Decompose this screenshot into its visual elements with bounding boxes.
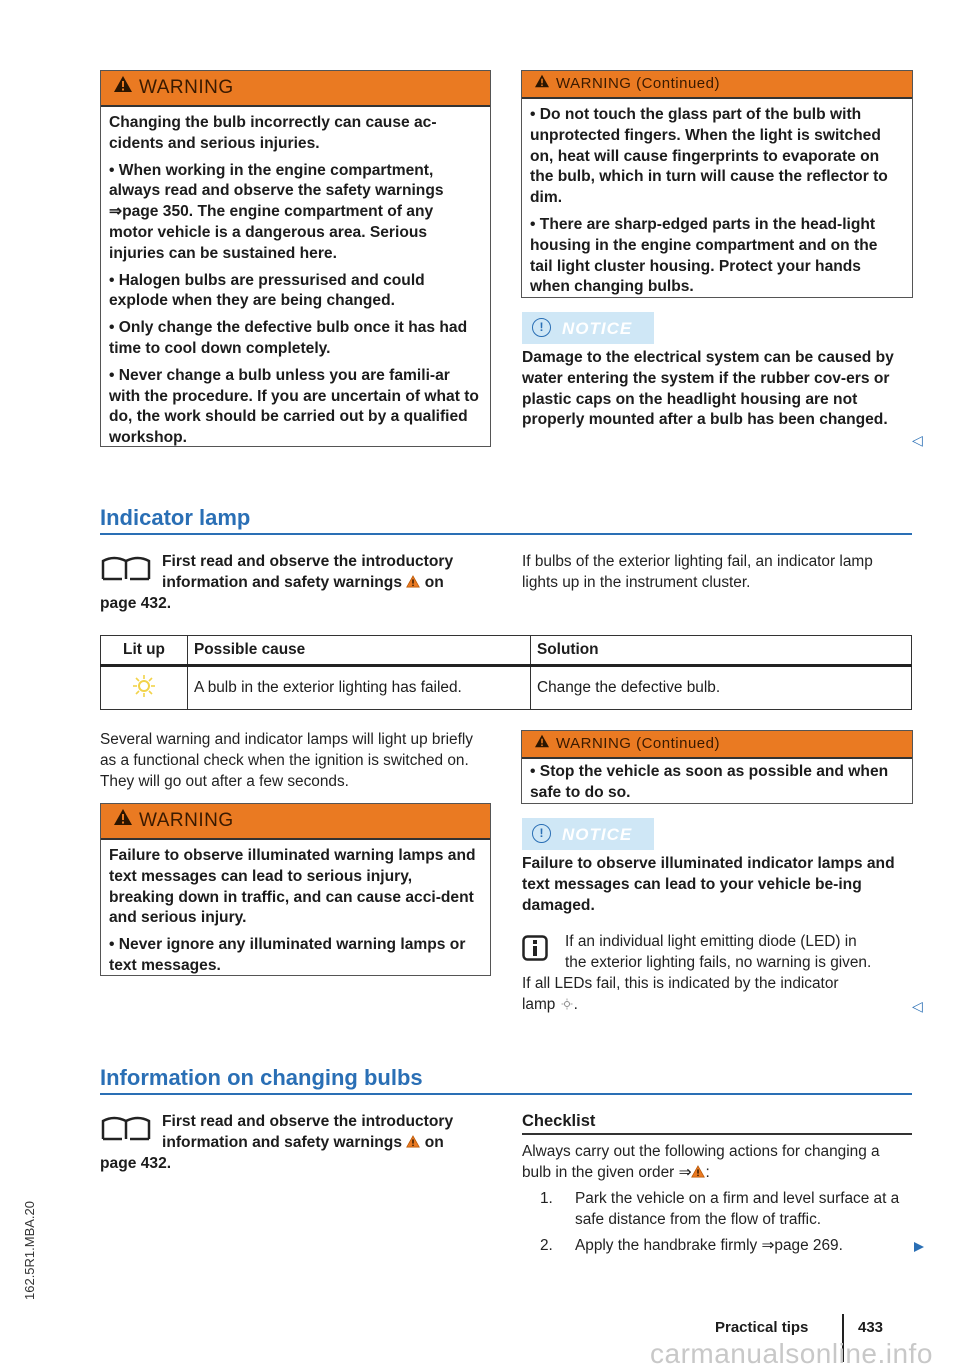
intro-page-ref: page 432. [100, 595, 172, 612]
section-title-indicator-lamp: Indicator lamp [100, 505, 251, 530]
info-note-line: If all LEDs fail, this is indicated by the indicator [522, 975, 839, 992]
section-divider [100, 533, 912, 535]
footer-page-number: 433 [858, 1319, 884, 1336]
warning-lead: Failure to observe illuminated warning lamps and text messages can lead to serious injury, breaking down in traffic, and can cause acci-dent and serious injury. [109, 847, 476, 927]
warning-bullet: • Only change the defective bulb once it has had time to cool down completely. [109, 319, 468, 357]
book-icon [100, 555, 152, 586]
section-end-marker-icon: ◁ [912, 432, 923, 448]
warning-bullet: • Stop the vehicle as soon as possible and when safe to do so. [530, 763, 889, 801]
table-cell-solution: Change the defective bulb. [531, 666, 912, 710]
info-note-line: the exterior lighting fails, no warning is given. [565, 954, 872, 971]
continue-arrow-icon [913, 1240, 925, 1258]
bulb-failure-lamp-icon [130, 675, 158, 697]
table-header: Lit up [101, 636, 188, 666]
warning-triangle-icon [113, 804, 133, 838]
warning-title: WARNING (Continued) [556, 735, 720, 752]
intro-reference: First read and observe the introductory information and safety warnings on [162, 553, 454, 591]
checklist-rule [522, 1133, 912, 1135]
intro-reference: First read and observe the introductory information and safety warnings on [162, 1113, 454, 1151]
watermark: carmanualsonline.info [650, 1338, 933, 1369]
warning-triangle-icon [113, 71, 133, 105]
warning-header [522, 731, 912, 759]
warning-lead: Changing the bulb incorrectly can cause ac-cidents and serious injuries. [109, 114, 437, 152]
table-header: Solution [531, 636, 912, 666]
indicator-table [100, 635, 912, 710]
warning-triangle-icon [691, 1165, 705, 1178]
warning-box-continued [521, 70, 913, 298]
notice-icon: ! [532, 824, 551, 843]
footer-chapter: Practical tips [715, 1319, 809, 1336]
warning-header [101, 804, 490, 840]
notice-text: Damage to the electrical system can be caused by water entering the system if the rubber cov-ers or plastic caps on the headlight housing are not properly mounted after a bulb has been changed. [522, 349, 894, 429]
warning-box-continued-stop [521, 730, 913, 804]
warning-bullet: • When working in the engine compartment, always read and observe the safety warnings ⇒page 350. The engine compartment of any motor vehicle is a dangerous area. Serious injuries can be sustained here. [109, 161, 444, 262]
notice-icon: ! [532, 318, 551, 337]
indicator-explanation: If bulbs of the exterior lighting fail, an indicator lamp lights up in the instrument cluster. [522, 553, 873, 591]
section-title-changing-bulbs: Information on changing bulbs [100, 1065, 423, 1090]
book-icon [100, 1115, 152, 1146]
warning-title: WARNING [139, 77, 234, 99]
warning-bullet: • Do not touch the glass part of the bulb with unprotected fingers. When the light is switched on, heat will cause fingerprints to evaporate on the bulb, which in turn will cause the reflector to dim. [530, 106, 888, 207]
warning-title: WARNING (Continued) [556, 75, 720, 92]
warning-triangle-icon [534, 71, 550, 97]
info-note-line: If an individual light emitting diode (LED) in [565, 933, 857, 950]
notice-label: NOTICE [562, 319, 633, 338]
checklist-step-number: 2. [540, 1237, 553, 1254]
bulb-failure-lamp-icon [560, 998, 574, 1010]
notice-label: NOTICE [562, 825, 633, 844]
functional-check-text: Several warning and indicator lamps will light up briefly as a functional check when the ignition is switched on. They will go out after a few seconds. [100, 731, 473, 790]
warning-header [522, 71, 912, 99]
intro-page-ref: page 432. [100, 1155, 172, 1172]
table-row [101, 666, 912, 710]
warning-bullet: • Halogen bulbs are pressurised and could explode when they are being changed. [109, 271, 425, 310]
table-cell-lamp [101, 666, 188, 710]
warning-triangle-icon [534, 731, 550, 757]
warning-bullet: • There are sharp-edged parts in the head-light housing in the engine compartment and on the tail light cluster housing. Protect your hands when changing bulbs. [530, 215, 878, 296]
section-end-marker-icon: ◁ [912, 998, 923, 1014]
warning-bullet: • Never ignore any illuminated warning lamps or text messages. [109, 936, 466, 974]
notice-badge [522, 312, 654, 344]
info-icon [522, 935, 548, 966]
warning-header [101, 71, 490, 107]
section-divider [100, 1093, 912, 1095]
checklist-title: Checklist [522, 1112, 596, 1130]
info-note-line: lamp . [522, 996, 578, 1013]
warning-box-bulb-change [100, 70, 491, 447]
checklist-intro: Always carry out the following actions for changing a bulb in the given order ⇒ : [522, 1143, 880, 1181]
warning-bullet: • Never change a bulb unless you are famili-ar with the procedure. If you are uncertain of what to do, the work should be carried out by a qualified workshop. [109, 366, 479, 447]
warning-triangle-icon [406, 575, 420, 588]
warning-triangle-icon [406, 1135, 420, 1148]
table-cell-cause: A bulb in the exterior lighting has failed. [188, 666, 531, 710]
checklist-step-text: Apply the handbrake firmly ⇒page 269. [575, 1237, 843, 1254]
notice-badge [522, 818, 654, 850]
table-header: Possible cause [188, 636, 531, 666]
checklist-step-text: Park the vehicle on a firm and level surface at a safe distance from the flow of traffic. [575, 1190, 900, 1228]
notice-text: Failure to observe illuminated indicator lamps and text messages can lead to your vehicle be-ing damaged. [522, 855, 895, 914]
side-document-code: 162.5R1.MBA.20 [22, 1200, 37, 1300]
checklist-step-number: 1. [540, 1190, 553, 1207]
warning-box-illuminated-lamps [100, 803, 491, 976]
warning-title: WARNING [139, 810, 234, 832]
